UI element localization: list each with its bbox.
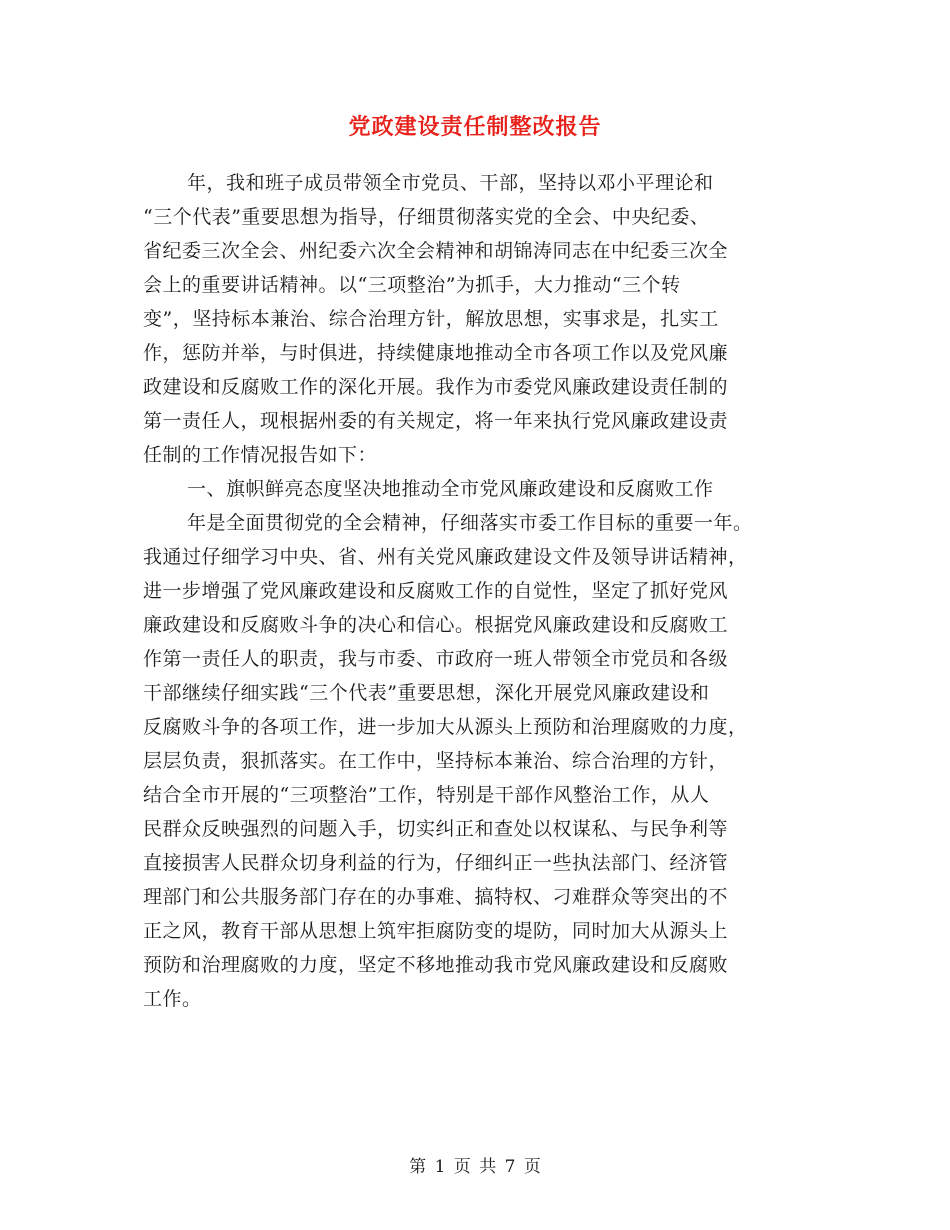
page-number: 第 1 页 共 7 页 xyxy=(409,1157,541,1177)
text-line: 结合全市开展的“三项整治”工作，特别是干部作风整治工作，从人 xyxy=(143,784,710,806)
text-line: 作，惩防并举，与时俱进，持续健康地推动全市各项工作以及党风廉 xyxy=(143,342,729,364)
text-line: 直接损害人民群众切身利益的行为，仔细纠正一些执法部门、经济管 xyxy=(143,852,729,874)
document-body xyxy=(143,166,808,1016)
text-line: 我通过仔细学习中央、省、州有关党风廉政建设文件及领导讲话精神， xyxy=(143,546,748,568)
text-line: 正之风，教育干部从思想上筑牢拒腐防变的堤防，同时加大从源头上 xyxy=(143,920,729,942)
text-line: 预防和治理腐败的力度，坚定不移地推动我市党风廉政建设和反腐败 xyxy=(143,954,729,976)
text-line: 反腐败斗争的各项工作，进一步加大从源头上预防和治理腐败的力度， xyxy=(143,716,748,738)
text-line: 作第一责任人的职责，我与市委、市政府一班人带领全市党员和各级 xyxy=(143,648,729,670)
text-line: 变”，坚持标本兼治、综合治理方针，解放思想，实事求是，扎实工 xyxy=(143,308,719,330)
text-line: 工作。 xyxy=(143,988,202,1010)
text-line: 省纪委三次全会、州纪委六次全会精神和胡锦涛同志在中纪委三次全 xyxy=(143,240,729,262)
text-line: 民群众反映强烈的问题入手，切实纠正和查处以权谋私、与民争利等 xyxy=(143,818,729,840)
text-line: 任制的工作情况报告如下： xyxy=(143,444,378,466)
text-line: 层层负责，狠抓落实。在工作中，坚持标本兼治、综合治理的方针， xyxy=(143,750,729,772)
document-title: 党政建设责任制整改报告 xyxy=(348,114,602,140)
text-line: 第一责任人，现根据州委的有关规定，将一年来执行党风廉政建设责 xyxy=(143,410,729,432)
section-heading: 一、旗帜鲜亮态度坚决地推动全市党风廉政建设和反腐败工作 xyxy=(187,478,714,500)
text-line: 理部门和公共服务部门存在的办事难、搞特权、刁难群众等突出的不 xyxy=(143,886,729,908)
text-line: “三个代表”重要思想为指导，仔细贯彻落实党的全会、中央纪委、 xyxy=(143,206,710,228)
text-line: 年是全面贯彻党的全会精神，仔细落实市委工作目标的重要一年。 xyxy=(187,512,753,534)
text-line: 廉政建设和反腐败斗争的决心和信心。根据党风廉政建设和反腐败工 xyxy=(143,614,729,636)
text-line: 进一步增强了党风廉政建设和反腐败工作的自觉性，坚定了抓好党风 xyxy=(143,580,729,602)
text-line: 会上的重要讲话精神。以“三项整治”为抓手，大力推动“三个转 xyxy=(143,274,681,296)
text-line: 年，我和班子成员带领全市党员、干部，坚持以邓小平理论和 xyxy=(187,172,714,194)
text-line: 干部继续仔细实践“三个代表”重要思想，深化开展党风廉政建设和 xyxy=(143,682,710,704)
text-line: 政建设和反腐败工作的深化开展。我作为市委党风廉政建设责任制的 xyxy=(143,376,729,398)
